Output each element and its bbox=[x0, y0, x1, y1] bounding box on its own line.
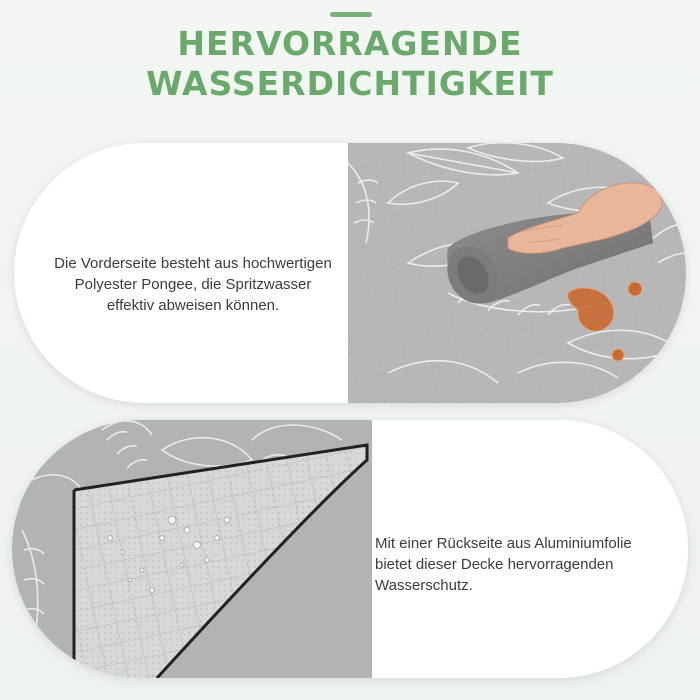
feature-card-back bbox=[12, 420, 688, 678]
caption-line: Polyester Pongee, die Spritzwasser bbox=[74, 276, 312, 293]
fabric-wipe-photo bbox=[348, 143, 686, 403]
feature-caption-front bbox=[34, 253, 352, 316]
feature-card-front bbox=[14, 143, 686, 403]
caption-line: effektiv abweisen können. bbox=[106, 297, 280, 314]
feature-caption-back bbox=[375, 533, 632, 596]
page-title bbox=[0, 24, 700, 104]
caption-line: Die Vorderseite besteht aus hochwertigen bbox=[54, 255, 332, 272]
caption-line: Wasserschutz. bbox=[375, 577, 473, 594]
title-line-1: HERVORRAGENDE bbox=[177, 24, 523, 63]
title-line-2: WASSERDICHTIGKEIT bbox=[146, 64, 554, 103]
caption-line: Mit einer Rückseite aus Aluminiumfolie bbox=[375, 535, 632, 552]
foil-back-photo bbox=[12, 420, 372, 678]
caption-line: bietet dieser Decke hervorragenden bbox=[375, 556, 614, 573]
top-accent-bar bbox=[330, 12, 372, 17]
